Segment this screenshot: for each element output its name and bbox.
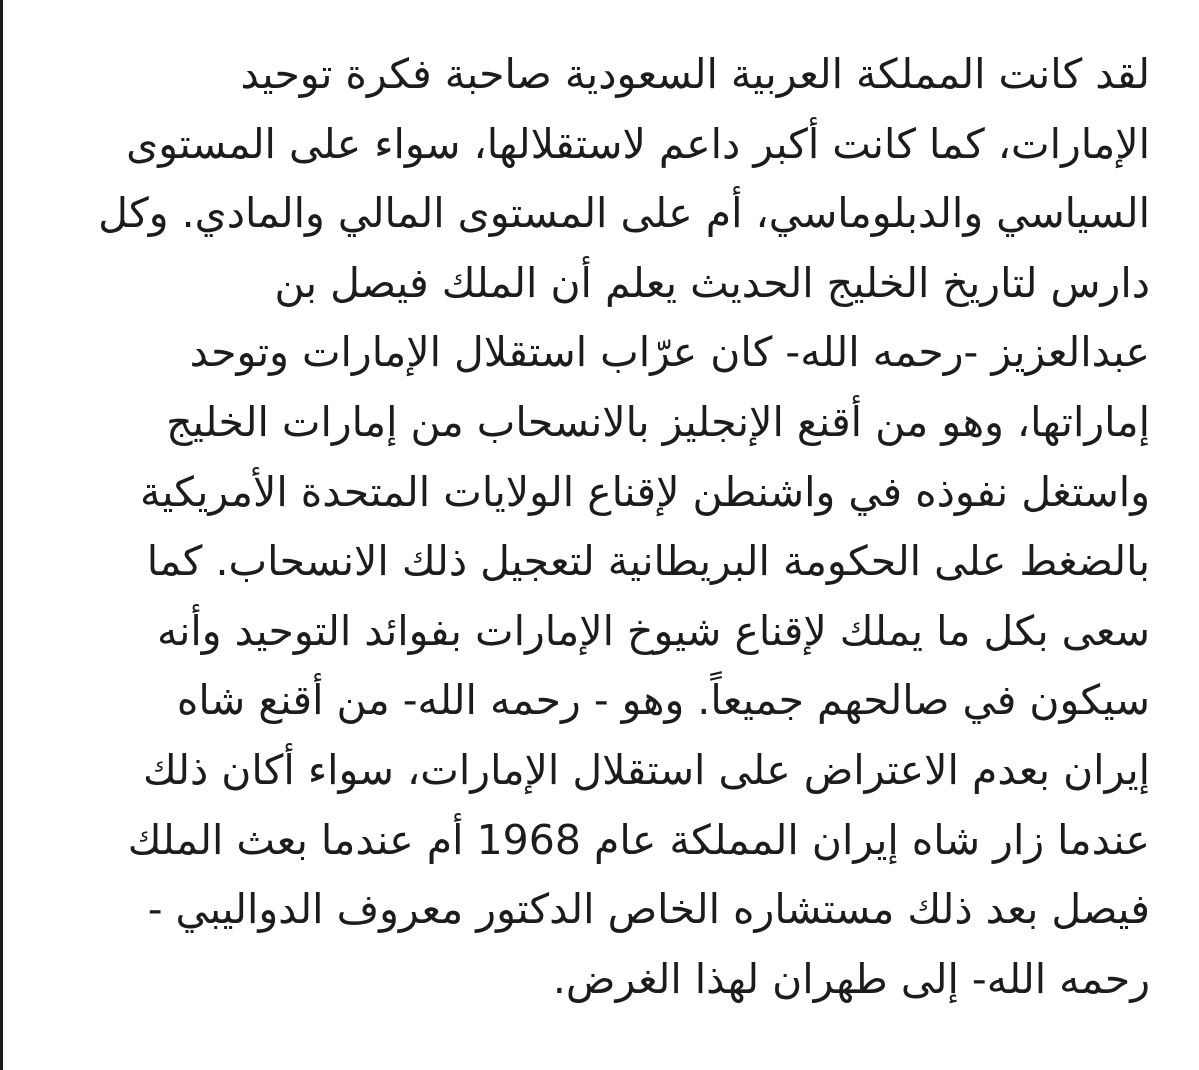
paragraph-line: سعى بكل ما يملك لإقناع شيوخ الإمارات بفوائد التوحيد وأنه (156, 606, 1150, 655)
paragraph-line: بالضغط على الحكومة البريطانية لتعجيل ذلك الانسحاب. كما (146, 537, 1150, 586)
paragraph-line: السياسي والدبلوماسي، أم على المستوى المالي والمادي. وكل (98, 189, 1150, 238)
paragraph-line: لقد كانت المملكة العربية السعودية صاحبة فكرة توحيد (240, 50, 1150, 98)
body-paragraph (40, 40, 1150, 1014)
paragraph-line: الإمارات، كما كانت أكبر داعم لاستقلالها، سواء على المستوى (126, 119, 1150, 168)
paragraph-line: سيكون في صالحهم جميعاً. وهو - رحمه الله- من أقنع شاه (176, 676, 1150, 725)
paragraph-line: فيصل بعد ذلك مستشاره الخاص الدكتور معروف الدواليبي - (147, 885, 1150, 934)
paragraph-line: واستغل نفوذه في واشنطن لإقناع الولايات المتحدة الأمريكية (139, 467, 1150, 516)
paragraph-line: إماراتها، وهو من أقنع الإنجليز بالانسحاب من إمارات الخليج (166, 397, 1150, 446)
paragraph-line: إيران بعدم الاعتراض على استقلال الإمارات، سواء أكان ذلك (142, 745, 1150, 794)
left-edge-border (0, 0, 3, 1070)
document-page (40, 40, 1150, 1040)
paragraph-line: عندما زار شاه إيران المملكة عام 1968 أم عندما بعث الملك (127, 815, 1150, 864)
paragraph-line: رحمه الله- إلى طهران لهذا الغرض. (552, 954, 1150, 1003)
paragraph-line: عبدالعزيز -رحمه الله- كان عرّاب استقلال الإمارات وتوحد (189, 328, 1150, 377)
paragraph-line: دارس لتاريخ الخليج الحديث يعلم أن الملك فيصل بن (274, 258, 1150, 307)
